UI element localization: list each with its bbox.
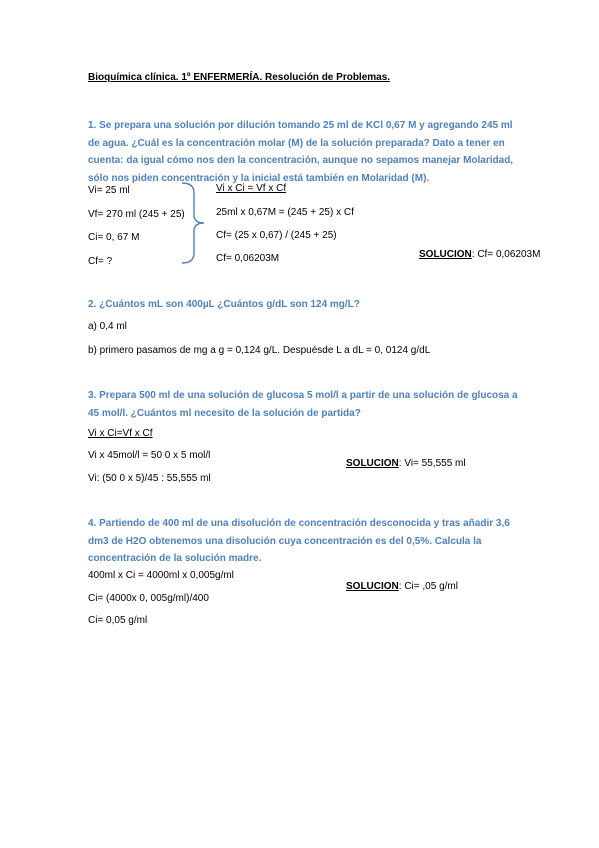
p3-step: Vi: (50 0 x 5)/45 : 55,555 ml — [88, 473, 211, 484]
problem-2-question: 2. ¿Cuántos mL son 400µL ¿Cuántos g/dL son 124 mg/L? — [88, 299, 360, 310]
p1-solution — [419, 249, 540, 261]
problem-1-question: 1. Se prepara una solución por dilución tomando 25 ml de KCl 0,67 M y agregando 245 ml de agua. ¿Cuál es la concentración molar (M) de la solución preparada? Dato a tener en cuenta: da igual cómo nos den la concentración, aunque no sepamos manejar Molaridad, sólo nos piden concentración y la inicial está también en Molaridad (M). — [88, 120, 514, 184]
p3-step: Vi x 45mol/l = 50 0 x 5 mol/l — [88, 450, 211, 461]
p4-solution — [346, 581, 458, 593]
p4-step: 400ml x Ci = 4000ml x 0,005g/ml — [88, 570, 234, 581]
p1-step: Cf= (25 x 0,67) / (245 + 25) — [216, 230, 337, 241]
problem-3-question: 3. Prepara 500 ml de una solución de glucosa 5 mol/l a partir de una solución de glucosa a 45 mol/l. ¿Cuántos ml necesito de la solución de partida? — [88, 390, 518, 419]
right-brace-icon — [180, 181, 206, 265]
p3-formula: Vi x Ci=Vf x Cf — [88, 428, 153, 439]
p4-step: Ci= (4000x 0, 005g/ml)/400 — [88, 593, 209, 604]
solution-value: : Ci= ,05 g/ml — [398, 581, 458, 592]
p2-answer-a: a) 0,4 ml — [88, 321, 127, 332]
solution-value: : Vi= 55,555 ml — [398, 458, 466, 469]
p1-step: 25ml x 0,67M = (245 + 25) x Cf — [216, 207, 354, 218]
solution-value: : Cf= 0,06203M — [471, 249, 541, 260]
p2-answer-b: b) primero pasamos de mg a g = 0,124 g/L. Despuésde L a dL = 0, 0124 g/dL — [88, 345, 431, 356]
solution-label: SOLUCION — [346, 581, 399, 592]
p3-solution — [346, 458, 466, 470]
p1-data-cf: Cf= ? — [88, 256, 113, 267]
problem-4-question: 4. Partiendo de 400 ml de una disolución de concentración desconocida y tras añadir 3,6 dm3 de H2O obtenemos una disolución cuya concentración es del 0,5%. Calcula la concentración de la solución madre. — [88, 518, 510, 564]
solution-label: SOLUCION — [346, 458, 399, 469]
p1-data-vf: Vf= 270 ml (245 + 25) — [88, 209, 185, 220]
p1-formula: Vi x Ci = Vf x Cf — [216, 183, 287, 194]
document-title: Bioquímica clínica. 1º ENFERMERÍA. Resolución de Problemas. — [88, 72, 391, 83]
p4-step: Ci= 0,05 g/ml — [88, 615, 148, 626]
p1-step: Cf= 0,06203M — [216, 253, 280, 264]
p1-data-vi: Vi= 25 ml — [88, 185, 130, 196]
p1-data-ci: Ci= 0, 67 M — [88, 232, 140, 243]
solution-label: SOLUCION — [419, 249, 472, 260]
